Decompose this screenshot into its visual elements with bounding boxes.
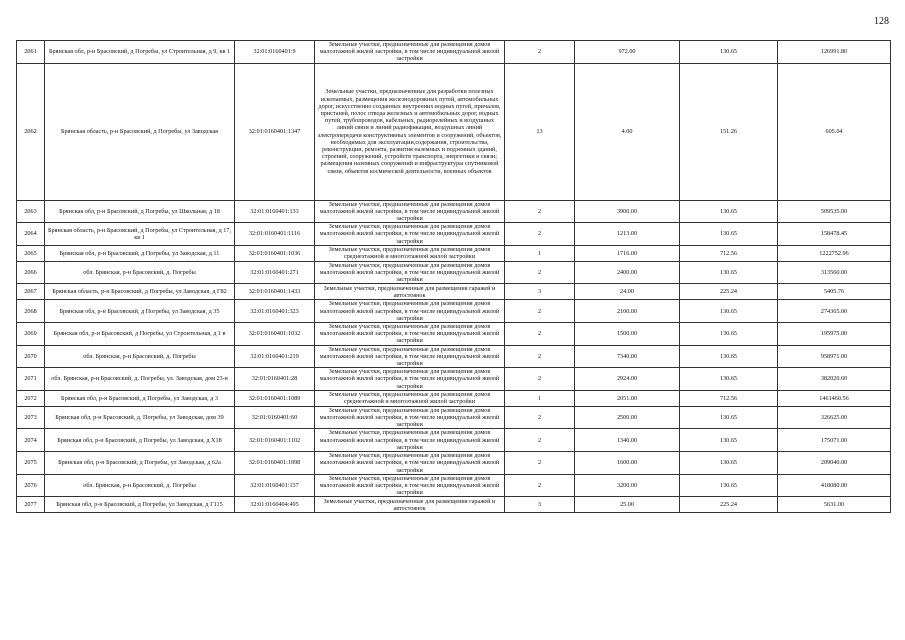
area-cell: 2100.00 bbox=[575, 300, 680, 323]
area-cell: 1213.00 bbox=[575, 223, 680, 246]
address-cell: Брянская обл, р-н Брасовский, д Погребы, ул Заводская, д 62а bbox=[45, 452, 235, 475]
cadastral-cell: 32:01:0160401:133 bbox=[235, 200, 315, 223]
address-cell: Брянская обл, р-н Брасовский, д Погребы, ул Заводская, д 35 bbox=[45, 300, 235, 323]
area-cell: 1340.00 bbox=[575, 429, 680, 452]
address-cell: Брянская обл, р-н Брасовский, д Погребы, ул Заводская, д 11 bbox=[45, 245, 235, 261]
address-cell: Брянская область, р-н Брасовский, д Погребы, ул Заводская bbox=[45, 63, 235, 200]
cadastral-value-cell: 5405.76 bbox=[778, 284, 891, 300]
area-cell: 1716.00 bbox=[575, 245, 680, 261]
rate-cell: 130.65 bbox=[680, 429, 778, 452]
rate-cell: 130.65 bbox=[680, 323, 778, 346]
use-code-cell: 13 bbox=[505, 63, 575, 200]
address-cell: Брянская обл, р-н Брасовский, д Погребы, ул Заводская, д Х18 bbox=[45, 429, 235, 452]
area-cell: 3200.00 bbox=[575, 474, 680, 497]
land-use-cell: Земельные участки, предназначенные для размещения гаражей и автостоянок bbox=[315, 284, 505, 300]
address-cell: Брянская область, р-н Брасовский, д Погребы, ул Строительная, д 17, кв 1 bbox=[45, 223, 235, 246]
table-row bbox=[17, 261, 891, 284]
use-code-cell: 2 bbox=[505, 323, 575, 346]
rate-cell: 225.24 bbox=[680, 497, 778, 513]
cadastral-value-cell: 326625.00 bbox=[778, 406, 891, 429]
cadastral-cell: 32:01:0160401:9 bbox=[235, 41, 315, 64]
cadastral-value-cell: 195975.00 bbox=[778, 323, 891, 346]
cadastral-cell: 32:01:0160401:60 bbox=[235, 406, 315, 429]
address-cell: Брянская обл, р-н Брасовский, д Погребы, ул Школьная, д 18 bbox=[45, 200, 235, 223]
table-row bbox=[17, 245, 891, 261]
cadastral-value-cell: 605.04 bbox=[778, 63, 891, 200]
row-number: 2065 bbox=[17, 245, 45, 261]
land-use-cell: Земельные участки, предназначенные для размещения домов малоэтажной жилой застройки, в том числе индивидуальной жилой застройки bbox=[315, 429, 505, 452]
use-code-cell: 2 bbox=[505, 300, 575, 323]
rate-cell: 130.65 bbox=[680, 452, 778, 475]
area-cell: 1500.00 bbox=[575, 323, 680, 346]
rate-cell: 712.56 bbox=[680, 245, 778, 261]
rate-cell: 130.65 bbox=[680, 300, 778, 323]
land-use-cell: Земельные участки, предназначенные для размещения домов малоэтажной жилой застройки, в том числе индивидуальной жилой застройки bbox=[315, 323, 505, 346]
use-code-cell: 2 bbox=[505, 452, 575, 475]
use-code-cell: 2 bbox=[505, 406, 575, 429]
area-cell: 2924.00 bbox=[575, 368, 680, 391]
cadastral-value-cell: 313560.00 bbox=[778, 261, 891, 284]
area-cell: 2500.00 bbox=[575, 406, 680, 429]
table-row bbox=[17, 452, 891, 475]
cadastral-cell: 32:01:0160401:1102 bbox=[235, 429, 315, 452]
rate-cell: 130.65 bbox=[680, 200, 778, 223]
use-code-cell: 2 bbox=[505, 41, 575, 64]
cadastral-value-cell: 175071.00 bbox=[778, 429, 891, 452]
use-code-cell: 3 bbox=[505, 497, 575, 513]
cadastral-value-cell: 509535.00 bbox=[778, 200, 891, 223]
use-code-cell: 2 bbox=[505, 345, 575, 368]
cadastral-value-cell: 418080.00 bbox=[778, 474, 891, 497]
use-code-cell: 2 bbox=[505, 474, 575, 497]
land-use-cell: Земельные участки, предназначенные для размещения домов малоэтажной жилой застройки, в том числе индивидуальной жилой застройки bbox=[315, 368, 505, 391]
row-number: 2074 bbox=[17, 429, 45, 452]
use-code-cell: 2 bbox=[505, 223, 575, 246]
land-use-cell: Земельные участки, предназначенные для разработки полезных ископаемых, размещения железнодорожных путей, автомобильных дорог, искусственно созданных внутренних водных путей, причалов, пристаней, полос отвода железных и автомобильных дорог, водных путей, трубопроводов, кабельных, радиорелейных и воздушных линий связи и линий радиофикации, воздушных линий электропередачи конструктивных элементов и сооружений, объектов, необходимых для эксплуатации,содержания, строительства, реконструкции, ремонта, развития наземных и подземных зданий, строений, сооружений, устройств транспорта, энергетики и связи; размещения наземных сооружений и инфраструктуры спутниковой связи, объектов космической деятельности, военных объектов bbox=[315, 63, 505, 200]
land-use-cell: Земельные участки, предназначенные для размещения домов малоэтажной жилой застройки, в том числе индивидуальной жилой застройки bbox=[315, 406, 505, 429]
area-cell: 2400.00 bbox=[575, 261, 680, 284]
cadastral-cell: 32:01:0160401:137 bbox=[235, 474, 315, 497]
table-row bbox=[17, 474, 891, 497]
cadastral-cell: 32:01:0160401:1032 bbox=[235, 323, 315, 346]
cadastral-value-cell: 209040.00 bbox=[778, 452, 891, 475]
row-number: 2075 bbox=[17, 452, 45, 475]
row-number: 2071 bbox=[17, 368, 45, 391]
table-row bbox=[17, 300, 891, 323]
table-body bbox=[17, 41, 891, 513]
row-number: 2076 bbox=[17, 474, 45, 497]
area-cell: 1600.00 bbox=[575, 452, 680, 475]
rate-cell: 130.65 bbox=[680, 406, 778, 429]
table-row bbox=[17, 406, 891, 429]
table-row bbox=[17, 284, 891, 300]
cadastral-cell: 32:01:0160401:28 bbox=[235, 368, 315, 391]
land-use-cell: Земельные участки, предназначенные для размещения гаражей и автостоянок bbox=[315, 497, 505, 513]
area-cell: 25.00 bbox=[575, 497, 680, 513]
table-row bbox=[17, 323, 891, 346]
cadastral-cell: 32:01:0160401:1347 bbox=[235, 63, 315, 200]
cadastral-cell: 32:01:0160401:219 bbox=[235, 345, 315, 368]
row-number: 2069 bbox=[17, 323, 45, 346]
rate-cell: 225.24 bbox=[680, 284, 778, 300]
rate-cell: 130.65 bbox=[680, 261, 778, 284]
area-cell: 7340.00 bbox=[575, 345, 680, 368]
address-cell: Брянская обл, р-н Брасовский, д Погребы, ул Строительная, д 1 в bbox=[45, 323, 235, 346]
row-number: 2063 bbox=[17, 200, 45, 223]
row-number: 2062 bbox=[17, 63, 45, 200]
use-code-cell: 2 bbox=[505, 368, 575, 391]
address-cell: обл. Брянская, р-н Брасовский, д. Погребы bbox=[45, 345, 235, 368]
land-use-cell: Земельные участки, предназначенные для размещения домов малоэтажной жилой застройки, в том числе индивидуальной жилой застройки bbox=[315, 41, 505, 64]
rate-cell: 130.65 bbox=[680, 41, 778, 64]
use-code-cell: 1 bbox=[505, 245, 575, 261]
cadastral-value-cell: 1222752.96 bbox=[778, 245, 891, 261]
table-row bbox=[17, 63, 891, 200]
table-row bbox=[17, 345, 891, 368]
table-row bbox=[17, 390, 891, 406]
row-number: 2070 bbox=[17, 345, 45, 368]
area-cell: 3900.00 bbox=[575, 200, 680, 223]
rate-cell: 130.65 bbox=[680, 223, 778, 246]
cadastral-cell: 32:01:0160401:1433 bbox=[235, 284, 315, 300]
cadastral-value-cell: 126991.80 bbox=[778, 41, 891, 64]
use-code-cell: 2 bbox=[505, 429, 575, 452]
area-cell: 972.00 bbox=[575, 41, 680, 64]
cadastral-cell: 32:01:0160401:1036 bbox=[235, 245, 315, 261]
cadastral-cell: 32:01:0160401:1089 bbox=[235, 390, 315, 406]
address-cell: Брянская обл, р-н Брасовский, д Погребы, ул Заводская, д Г115 bbox=[45, 497, 235, 513]
land-plots-table bbox=[16, 40, 891, 513]
use-code-cell: 2 bbox=[505, 200, 575, 223]
row-number: 2077 bbox=[17, 497, 45, 513]
row-number: 2067 bbox=[17, 284, 45, 300]
land-use-cell: Земельные участки, предназначенные для размещения домов малоэтажной жилой застройки, в том числе индивидуальной жилой застройки bbox=[315, 452, 505, 475]
rate-cell: 151.26 bbox=[680, 63, 778, 200]
address-cell: обл. Брянская, р-н Брасовский, д. Погребы bbox=[45, 261, 235, 284]
area-cell: 24.00 bbox=[575, 284, 680, 300]
table-row bbox=[17, 200, 891, 223]
cadastral-value-cell: 382020.60 bbox=[778, 368, 891, 391]
row-number: 2068 bbox=[17, 300, 45, 323]
land-use-cell: Земельные участки, предназначенные для размещения домов малоэтажной жилой застройки, в том числе индивидуальной жилой застройки bbox=[315, 223, 505, 246]
cadastral-value-cell: 1461460.56 bbox=[778, 390, 891, 406]
area-cell: 4.00 bbox=[575, 63, 680, 200]
address-cell: Брянская обл, р-н Брасовский, д. Погребы, ул Заводская, дом 39 bbox=[45, 406, 235, 429]
land-use-cell: Земельные участки, предназначенные для размещения домов среднеэтажной и многоэтажной жилой застройки bbox=[315, 245, 505, 261]
land-use-cell: Земельные участки, предназначенные для размещения домов малоэтажной жилой застройки, в том числе индивидуальной жилой застройки bbox=[315, 474, 505, 497]
row-number: 2064 bbox=[17, 223, 45, 246]
table-row bbox=[17, 497, 891, 513]
rate-cell: 712.56 bbox=[680, 390, 778, 406]
cadastral-value-cell: 958971.00 bbox=[778, 345, 891, 368]
land-use-cell: Земельные участки, предназначенные для размещения домов малоэтажной жилой застройки, в том числе индивидуальной жилой застройки bbox=[315, 300, 505, 323]
rate-cell: 130.65 bbox=[680, 368, 778, 391]
use-code-cell: 1 bbox=[505, 390, 575, 406]
table-row bbox=[17, 368, 891, 391]
table-row bbox=[17, 429, 891, 452]
land-use-cell: Земельные участки, предназначенные для размещения домов среднеэтажной и многоэтажной жилой застройки bbox=[315, 390, 505, 406]
cadastral-cell: 32:01:0160401:1098 bbox=[235, 452, 315, 475]
use-code-cell: 3 bbox=[505, 284, 575, 300]
row-number: 2072 bbox=[17, 390, 45, 406]
page-number: 128 bbox=[874, 16, 889, 27]
row-number: 2073 bbox=[17, 406, 45, 429]
cadastral-value-cell: 5631.00 bbox=[778, 497, 891, 513]
address-cell: обл. Брянская, р-н Брасовский, д. Погребы, ул. Заводская, дом 23-в bbox=[45, 368, 235, 391]
land-use-cell: Земельные участки, предназначенные для размещения домов малоэтажной жилой застройки, в том числе индивидуальной жилой застройки bbox=[315, 261, 505, 284]
cadastral-cell: 32:01:0160401:271 bbox=[235, 261, 315, 284]
cadastral-cell: 32:01:0160401:323 bbox=[235, 300, 315, 323]
area-cell: 2051.00 bbox=[575, 390, 680, 406]
address-cell: Брянская обл, р-н Брасовский, д Погребы, ул Строительная, д 9, кв 1 bbox=[45, 41, 235, 64]
use-code-cell: 2 bbox=[505, 261, 575, 284]
table-row bbox=[17, 41, 891, 64]
address-cell: Брянская область, р-н Брасовский, д Погребы, ул Заводская, д Г82 bbox=[45, 284, 235, 300]
cadastral-value-cell: 274365.00 bbox=[778, 300, 891, 323]
cadastral-cell: 32:01:0160401:1116 bbox=[235, 223, 315, 246]
land-use-cell: Земельные участки, предназначенные для размещения домов малоэтажной жилой застройки, в том числе индивидуальной жилой застройки bbox=[315, 200, 505, 223]
row-number: 2066 bbox=[17, 261, 45, 284]
cadastral-cell: 32:01:0160404:495 bbox=[235, 497, 315, 513]
cadastral-value-cell: 158478.45 bbox=[778, 223, 891, 246]
address-cell: Брянская обл, р-н Брасовский, д Погребы, ул Заводская, д 3 bbox=[45, 390, 235, 406]
address-cell: обл. Брянская, р-н Брасовский, д. Погребы bbox=[45, 474, 235, 497]
row-number: 2061 bbox=[17, 41, 45, 64]
land-use-cell: Земельные участки, предназначенные для размещения домов малоэтажной жилой застройки, в том числе индивидуальной жилой застройки bbox=[315, 345, 505, 368]
rate-cell: 130.65 bbox=[680, 345, 778, 368]
rate-cell: 130.65 bbox=[680, 474, 778, 497]
table-row bbox=[17, 223, 891, 246]
